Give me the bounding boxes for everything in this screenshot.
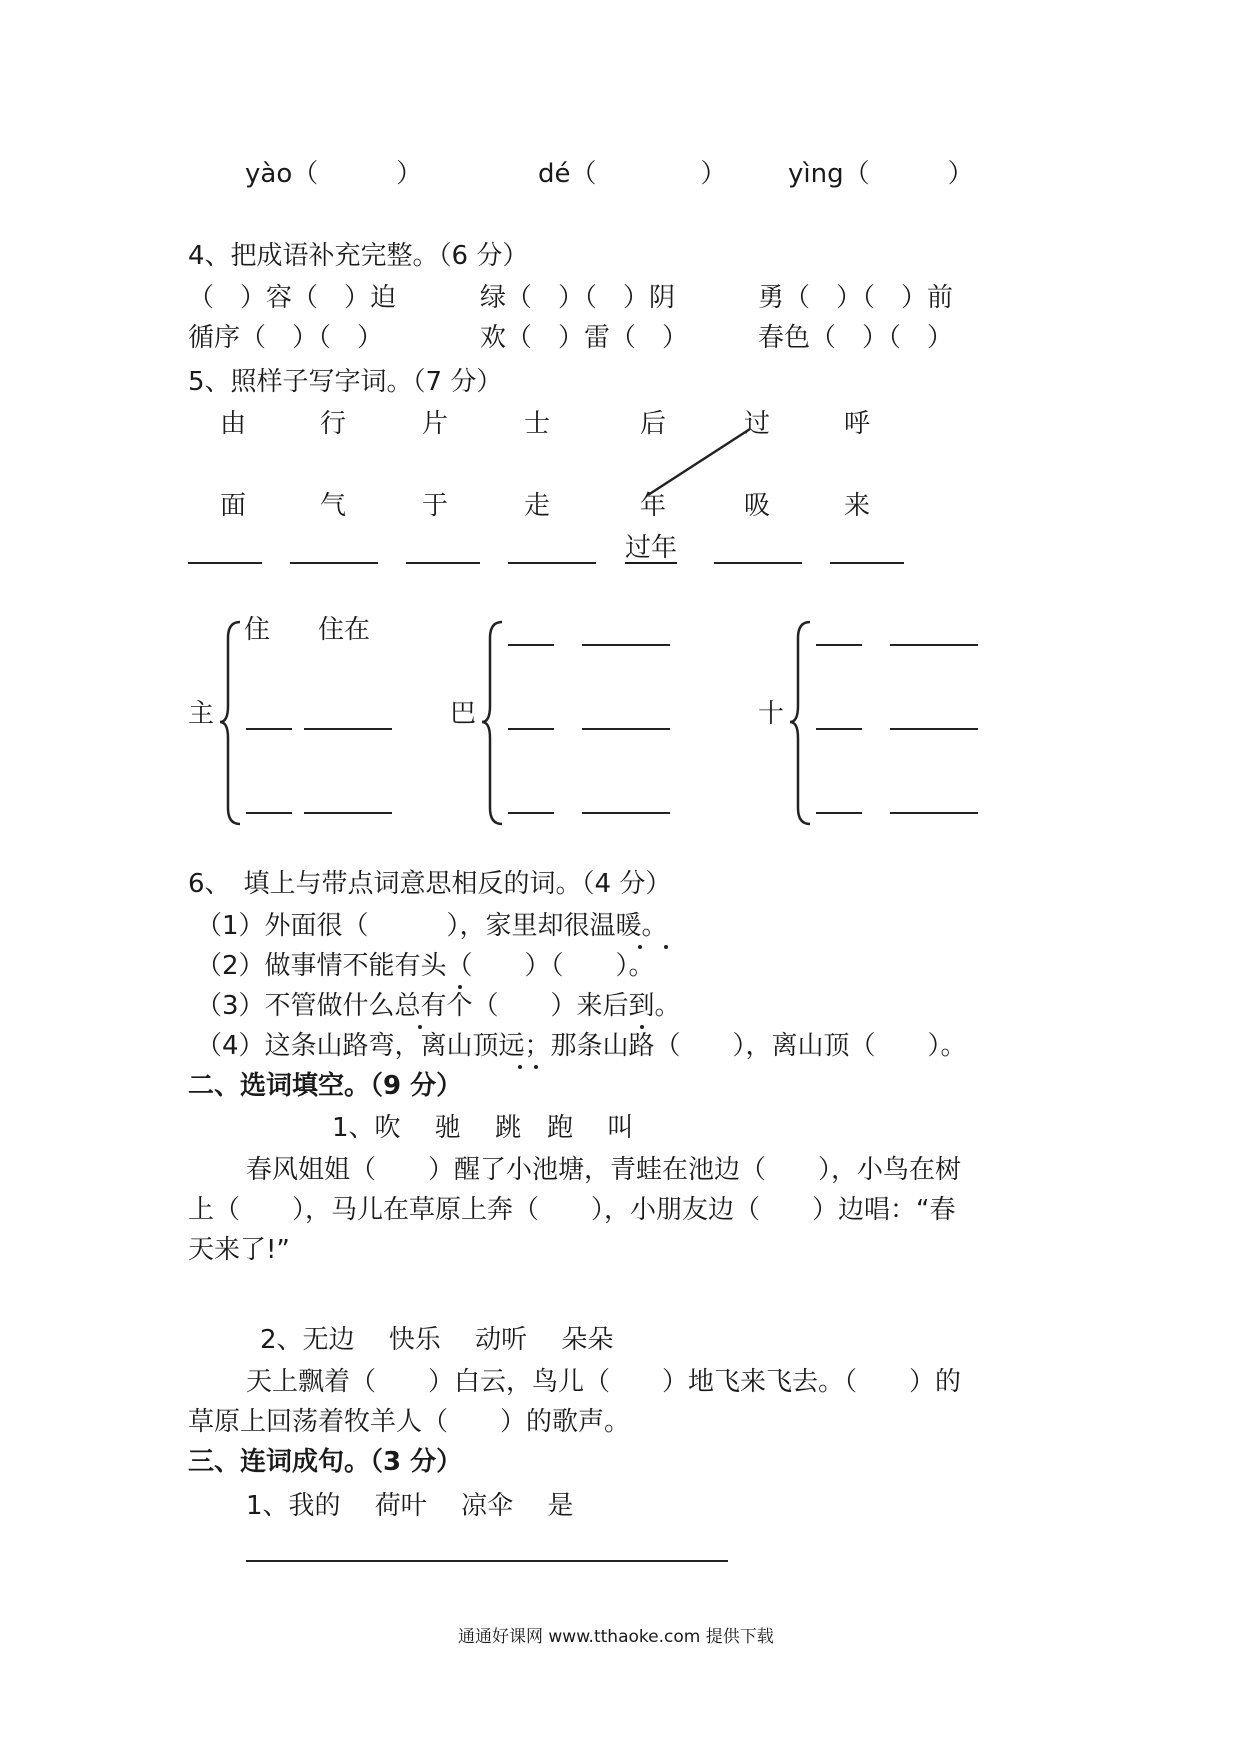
emphasis-dot [638,945,642,949]
answer-blank[interactable] [816,728,862,730]
q5-top-char: 后 [640,409,667,439]
q6-item: （3）不管做什么总有个（ ）来后到。 [196,991,681,1021]
q4-idiom: 春色（ ）（ ） [758,323,954,353]
section-3-title: 三、连词成句。（3 分） [188,1447,463,1477]
q4-idiom: 循序（ ）（ ） [188,323,384,353]
q5-top-char: 行 [320,409,347,439]
brace-root-char: 巴 [450,699,477,729]
answer-blank[interactable] [582,728,670,730]
answer-blank[interactable] [406,562,480,564]
brace-root-char: 主 [188,699,215,729]
left-brace-icon [480,618,506,828]
match-connector-line [640,425,760,500]
answer-blank[interactable] [508,812,554,814]
q5-bottom-char: 来 [844,491,871,521]
q6-item: （2）做事情不能有头（ ）（ ）。 [196,951,655,981]
q6-item: （1）外面很（ ），家里却很温暖。 [196,911,668,941]
q5-top-char: 由 [220,409,247,439]
emphasis-dot [518,1065,522,1069]
example-word: 住在 [318,615,371,645]
q6-item: （4）这条山路弯，离山顶远；那条山路（ ），离山顶（ ）。 [196,1031,967,1061]
answer-blank[interactable] [246,812,292,814]
emphasis-dot [664,945,668,949]
q5-bottom-char: 走 [524,491,551,521]
q5-top-char: 片 [422,409,449,439]
emphasis-dot [534,1065,538,1069]
q5-bottom-char: 于 [422,491,449,521]
footer-text: 通通好课网 www.tthaoke.com 提供下载 [458,1627,774,1647]
answer-blank[interactable] [508,562,596,564]
word-bank-2: 2、无边 快乐 动听 朵朵 [260,1325,614,1355]
answer-blank[interactable] [714,562,802,564]
word-bank-1: 1、吹 驰 跳 跑 叫 [332,1113,634,1143]
q5-top-char: 士 [524,409,551,439]
answer-blank[interactable] [508,728,554,730]
section-2-title: 二、选词填空。（9 分） [188,1071,463,1101]
answer-blank[interactable] [508,644,554,646]
paragraph-line: 春风姐姐（ ）醒了小池塘，青蛙在池边（ ），小鸟在树 [246,1155,962,1185]
q5-top-char: 呼 [844,409,871,439]
answer-blank[interactable] [890,728,978,730]
emphasis-dot [640,1025,644,1029]
pinyin-yao: yào（ ） [245,159,423,189]
example-answer: 过年 [625,533,678,563]
paragraph-line: 天上飘着（ ）白云，鸟儿（ ）地飞来飞去。（ ）的 [246,1367,962,1397]
q5-title: 5、照样子写字词。（7 分） [188,367,503,397]
answer-blank[interactable] [188,562,262,564]
answer-blank[interactable] [830,562,904,564]
paragraph-line: 天来了!” [188,1235,290,1265]
q4-idiom: 欢（ ）雷（ ） [480,323,689,353]
pinyin-ying: yìng（ ） [788,159,974,189]
left-brace-icon [788,618,814,828]
brace-root-char: 十 [758,699,785,729]
paragraph-line: 上（ ），马儿在草原上奔（ ），小朋友边（ ）边唱：“春 [188,1195,956,1225]
answer-blank[interactable] [582,644,670,646]
answer-blank[interactable] [290,562,378,564]
emphasis-dot [418,1025,422,1029]
q6-title: 6、 填上与带点词意思相反的词。（4 分） [188,869,672,899]
answer-blank[interactable] [890,812,978,814]
answer-blank[interactable] [304,728,392,730]
paragraph-line: 草原上回荡着牧羊人（ ）的歌声。 [188,1407,631,1437]
q4-idiom: （ ）容（ ）迫 [188,283,397,313]
answer-blank[interactable] [304,812,392,814]
left-brace-icon [218,618,244,828]
pinyin-de: dé（ ） [538,159,727,189]
answer-blank[interactable] [816,644,862,646]
q4-title: 4、把成语补充完整。（6 分） [188,241,529,271]
sentence-words: 1、我的 荷叶 凉伞 是 [246,1491,574,1521]
q5-bottom-char: 吸 [744,491,771,521]
q5-bottom-char: 气 [320,491,347,521]
answer-blank[interactable] [582,812,670,814]
q5-bottom-char: 年 [640,491,667,521]
emphasis-dot [458,985,462,989]
answer-blank[interactable] [816,812,862,814]
q4-idiom: 勇（ ）（ ）前 [758,283,954,313]
q5-top-char: 过 [744,409,771,439]
q5-bottom-char: 面 [220,491,247,521]
answer-blank[interactable] [890,644,978,646]
answer-line[interactable] [246,1560,728,1562]
q4-idiom: 绿（ ）（ ）阴 [480,283,676,313]
answer-blank[interactable] [246,728,292,730]
example-char: 住 [244,615,271,645]
